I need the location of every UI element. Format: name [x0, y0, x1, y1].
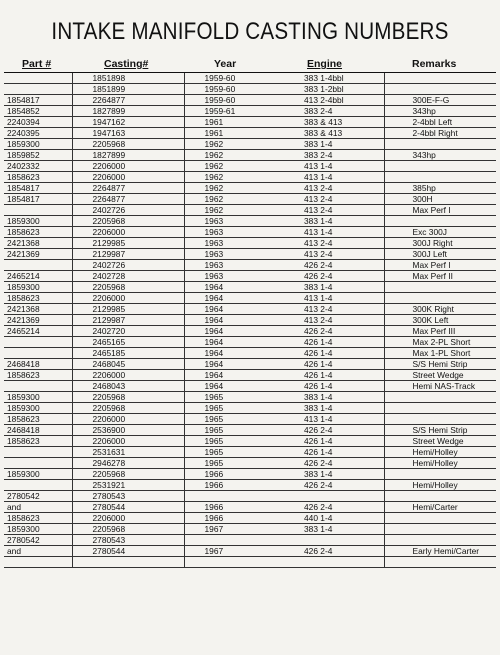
table-row: [4, 480, 496, 491]
engine-cell: 426 2-4: [284, 271, 384, 282]
part-cell: [4, 447, 72, 458]
engine-cell: 440 1-4: [284, 513, 384, 524]
year-cell: 1962: [184, 150, 284, 161]
engine-cell: 383 1-4: [284, 216, 384, 227]
remarks-cell: Hemi/Holley: [384, 447, 496, 458]
remarks-cell: Max Perf I: [384, 260, 496, 271]
casting-cell: 2206000: [72, 436, 184, 447]
header-year: Year: [214, 58, 237, 70]
part-cell: 2421369: [4, 315, 72, 326]
year-cell: 1964: [184, 326, 284, 337]
remarks-cell: Exc 300J: [384, 227, 496, 238]
table-row: [4, 216, 496, 227]
remarks-cell: 2-4bbl Left: [384, 117, 496, 128]
casting-cell: 1947163: [72, 128, 184, 139]
remarks-cell: [384, 524, 496, 535]
year-cell: 1966: [184, 502, 284, 513]
engine-cell: 426 2-4: [284, 425, 384, 436]
engine-cell: 413 1-4: [284, 293, 384, 304]
casting-cell: 2129985: [72, 238, 184, 249]
year-cell: [184, 491, 284, 502]
remarks-cell: Max Perf III: [384, 326, 496, 337]
remarks-cell: [384, 513, 496, 524]
part-cell: [4, 480, 72, 491]
table-row: [4, 436, 496, 447]
engine-cell: 413 2-4: [284, 315, 384, 326]
year-cell: 1967: [184, 546, 284, 557]
part-cell: 1858623: [4, 436, 72, 447]
engine-cell: 383 2-4: [284, 106, 384, 117]
engine-cell: 413 2-4: [284, 238, 384, 249]
part-cell: 2421368: [4, 238, 72, 249]
year-cell: 1964: [184, 381, 284, 392]
casting-cell: 2206000: [72, 414, 184, 425]
remarks-cell: [384, 491, 496, 502]
header-casting: Casting#: [104, 58, 149, 70]
year-cell: 1963: [184, 260, 284, 271]
part-cell: 2465214: [4, 326, 72, 337]
remarks-cell: Max Perf I: [384, 205, 496, 216]
remarks-cell: [384, 282, 496, 293]
remarks-cell: [384, 172, 496, 183]
year-cell: 1965: [184, 403, 284, 414]
engine-cell: 426 2-4: [284, 458, 384, 469]
table-row: [4, 249, 496, 260]
engine-cell: 413 2-4bbl: [284, 95, 384, 106]
engine-cell: 383 1-2bbl: [284, 84, 384, 95]
engine-cell: 383 & 413: [284, 117, 384, 128]
casting-cell: 2129987: [72, 315, 184, 326]
casting-cell: 2129985: [72, 304, 184, 315]
casting-cell: 2402720: [72, 326, 184, 337]
casting-cell: 2402728: [72, 271, 184, 282]
remarks-cell: 343hp: [384, 150, 496, 161]
engine-cell: 383 & 413: [284, 128, 384, 139]
part-cell: 1859300: [4, 403, 72, 414]
part-cell: [4, 260, 72, 271]
engine-cell: 426 2-4: [284, 546, 384, 557]
year-cell: 1959-60: [184, 73, 284, 84]
part-cell: [4, 557, 72, 568]
part-cell: 1859300: [4, 524, 72, 535]
casting-cell: 2780544: [72, 502, 184, 513]
table-row: [4, 447, 496, 458]
remarks-cell: 300K Right: [384, 304, 496, 315]
year-cell: [184, 535, 284, 546]
table-row: [4, 392, 496, 403]
part-cell: 1854817: [4, 194, 72, 205]
casting-cell: 2206000: [72, 513, 184, 524]
casting-cell: 2205968: [72, 524, 184, 535]
table-row: [4, 337, 496, 348]
part-cell: and: [4, 502, 72, 513]
engine-cell: 426 1-4: [284, 359, 384, 370]
year-cell: 1964: [184, 304, 284, 315]
remarks-cell: [384, 392, 496, 403]
year-cell: 1963: [184, 216, 284, 227]
engine-cell: 383 1-4: [284, 282, 384, 293]
part-cell: 1858623: [4, 293, 72, 304]
year-cell: 1962: [184, 183, 284, 194]
part-cell: [4, 337, 72, 348]
part-cell: 2421369: [4, 249, 72, 260]
casting-cell: 2780543: [72, 491, 184, 502]
year-cell: 1962: [184, 161, 284, 172]
engine-cell: 426 1-4: [284, 348, 384, 359]
part-cell: [4, 205, 72, 216]
year-cell: 1966: [184, 513, 284, 524]
year-cell: 1964: [184, 359, 284, 370]
table-row: [4, 271, 496, 282]
remarks-cell: 385hp: [384, 183, 496, 194]
engine-cell: 426 2-4: [284, 260, 384, 271]
header-remarks: Remarks: [412, 58, 457, 70]
part-cell: 2465214: [4, 271, 72, 282]
engine-cell: 426 1-4: [284, 447, 384, 458]
table-row: [4, 95, 496, 106]
year-cell: 1963: [184, 249, 284, 260]
table-row: [4, 359, 496, 370]
table-row: [4, 304, 496, 315]
table-row: [4, 183, 496, 194]
casting-cell: 2205968: [72, 469, 184, 480]
casting-cell: 2205968: [72, 403, 184, 414]
casting-cell: [72, 557, 184, 568]
part-cell: 2402332: [4, 161, 72, 172]
part-cell: 1858623: [4, 513, 72, 524]
remarks-cell: [384, 139, 496, 150]
table-header: [4, 58, 496, 73]
part-cell: 2468418: [4, 359, 72, 370]
casting-cell: 1947162: [72, 117, 184, 128]
engine-cell: [284, 491, 384, 502]
table-row: [4, 414, 496, 425]
table-row: [4, 139, 496, 150]
engine-cell: 413 2-4: [284, 304, 384, 315]
header-part: Part #: [22, 58, 52, 70]
remarks-cell: [384, 161, 496, 172]
casting-cell: 1851898: [72, 73, 184, 84]
remarks-cell: [384, 535, 496, 546]
table-row: [4, 84, 496, 95]
year-cell: 1959-60: [184, 84, 284, 95]
casting-cell: 2206000: [72, 172, 184, 183]
engine-cell: 383 1-4: [284, 524, 384, 535]
engine-cell: [284, 557, 384, 568]
casting-cell: 2531921: [72, 480, 184, 491]
part-cell: [4, 381, 72, 392]
remarks-cell: [384, 84, 496, 95]
casting-cell: 2205968: [72, 392, 184, 403]
table-row: [4, 469, 496, 480]
table-row: [4, 128, 496, 139]
table-row: [4, 293, 496, 304]
table-row: [4, 370, 496, 381]
year-cell: 1965: [184, 458, 284, 469]
casting-cell: 2264877: [72, 95, 184, 106]
engine-cell: 383 1-4: [284, 403, 384, 414]
engine-cell: 413 2-4: [284, 183, 384, 194]
year-cell: 1965: [184, 447, 284, 458]
remarks-cell: Early Hemi/Carter: [384, 546, 496, 557]
remarks-cell: Hemi/Holley: [384, 480, 496, 491]
part-cell: 1859300: [4, 392, 72, 403]
engine-cell: 426 1-4: [284, 337, 384, 348]
remarks-cell: Hemi/Carter: [384, 502, 496, 513]
casting-cell: 2402726: [72, 205, 184, 216]
table-row: [4, 326, 496, 337]
table-row: [4, 458, 496, 469]
table-row: [4, 403, 496, 414]
year-cell: 1963: [184, 238, 284, 249]
year-cell: 1964: [184, 370, 284, 381]
part-cell: 1854817: [4, 95, 72, 106]
remarks-cell: Hemi NAS-Track: [384, 381, 496, 392]
table-row: [4, 238, 496, 249]
part-cell: 1859300: [4, 216, 72, 227]
casting-cell: 1827899: [72, 106, 184, 117]
part-cell: 2240394: [4, 117, 72, 128]
year-cell: 1966: [184, 480, 284, 491]
casting-cell: 2465185: [72, 348, 184, 359]
engine-cell: 426 1-4: [284, 436, 384, 447]
remarks-cell: 300E-F-G: [384, 95, 496, 106]
remarks-cell: Max Perf II: [384, 271, 496, 282]
year-cell: 1961: [184, 117, 284, 128]
page-title: INTAKE MANIFOLD CASTING NUMBERS: [51, 18, 449, 45]
year-cell: 1964: [184, 282, 284, 293]
casting-cell: 2468043: [72, 381, 184, 392]
casting-cell: 2205968: [72, 216, 184, 227]
part-cell: 1858623: [4, 172, 72, 183]
part-cell: 1858623: [4, 370, 72, 381]
table-row: [4, 106, 496, 117]
part-cell: 1859300: [4, 282, 72, 293]
casting-cell: 2946278: [72, 458, 184, 469]
remarks-cell: Max 2-PL Short: [384, 337, 496, 348]
part-cell: 1854852: [4, 106, 72, 117]
casting-cell: 1827899: [72, 150, 184, 161]
year-cell: 1963: [184, 227, 284, 238]
casting-cell: 2206000: [72, 370, 184, 381]
remarks-cell: 300J Left: [384, 249, 496, 260]
year-cell: 1964: [184, 337, 284, 348]
remarks-cell: 300J Right: [384, 238, 496, 249]
remarks-cell: [384, 73, 496, 84]
remarks-cell: Hemi/Holley: [384, 458, 496, 469]
table-row: [4, 535, 496, 546]
table-row: [4, 381, 496, 392]
table-row: [4, 194, 496, 205]
part-cell: 2780542: [4, 535, 72, 546]
part-cell: [4, 458, 72, 469]
year-cell: 1964: [184, 315, 284, 326]
year-cell: 1961: [184, 128, 284, 139]
engine-cell: 426 2-4: [284, 502, 384, 513]
part-cell: 2780542: [4, 491, 72, 502]
table-row: [4, 172, 496, 183]
remarks-cell: [384, 403, 496, 414]
year-cell: 1964: [184, 348, 284, 359]
part-cell: [4, 73, 72, 84]
table-row: [4, 425, 496, 436]
remarks-cell: 2-4bbl Right: [384, 128, 496, 139]
engine-cell: 413 1-4: [284, 227, 384, 238]
table-row: [4, 524, 496, 535]
table-row: [4, 546, 496, 557]
casting-cell: 2206000: [72, 161, 184, 172]
engine-cell: 383 1-4bbl: [284, 73, 384, 84]
casting-cell: 2205968: [72, 282, 184, 293]
year-cell: [184, 557, 284, 568]
table-row: [4, 73, 496, 84]
casting-table: [4, 73, 496, 568]
part-cell: 2421368: [4, 304, 72, 315]
engine-cell: 383 1-4: [284, 392, 384, 403]
table-row: [4, 557, 496, 568]
part-cell: and: [4, 546, 72, 557]
year-cell: 1964: [184, 293, 284, 304]
engine-cell: 426 1-4: [284, 370, 384, 381]
part-cell: 1859300: [4, 139, 72, 150]
remarks-cell: [384, 557, 496, 568]
table-row: [4, 150, 496, 161]
engine-cell: 426 1-4: [284, 381, 384, 392]
remarks-cell: 343hp: [384, 106, 496, 117]
remarks-cell: [384, 293, 496, 304]
table-row: [4, 161, 496, 172]
part-cell: 1858623: [4, 414, 72, 425]
remarks-cell: [384, 469, 496, 480]
year-cell: 1959-61: [184, 106, 284, 117]
year-cell: 1962: [184, 194, 284, 205]
table-row: [4, 348, 496, 359]
engine-cell: [284, 535, 384, 546]
engine-cell: 383 1-4: [284, 139, 384, 150]
part-cell: 1858623: [4, 227, 72, 238]
table-row: [4, 491, 496, 502]
engine-cell: 413 1-4: [284, 414, 384, 425]
part-cell: 2240395: [4, 128, 72, 139]
engine-cell: 413 2-4: [284, 205, 384, 216]
remarks-cell: S/S Hemi Strip: [384, 359, 496, 370]
year-cell: 1965: [184, 425, 284, 436]
engine-cell: 413 1-4: [284, 161, 384, 172]
table-body: [4, 73, 496, 568]
year-cell: 1963: [184, 271, 284, 282]
casting-cell: 2205968: [72, 139, 184, 150]
year-cell: 1965: [184, 436, 284, 447]
part-cell: 1859300: [4, 469, 72, 480]
table-row: [4, 117, 496, 128]
casting-cell: 2402726: [72, 260, 184, 271]
casting-cell: 2465165: [72, 337, 184, 348]
table-row: [4, 282, 496, 293]
engine-cell: 383 2-4: [284, 150, 384, 161]
year-cell: 1959-60: [184, 95, 284, 106]
engine-cell: 426 2-4: [284, 480, 384, 491]
casting-cell: 2536900: [72, 425, 184, 436]
remarks-cell: Max 1-PL Short: [384, 348, 496, 359]
year-cell: 1962: [184, 139, 284, 150]
remarks-cell: Street Wedge: [384, 370, 496, 381]
part-cell: [4, 84, 72, 95]
table-row: [4, 315, 496, 326]
casting-cell: 2129987: [72, 249, 184, 260]
casting-cell: 2206000: [72, 227, 184, 238]
remarks-cell: S/S Hemi Strip: [384, 425, 496, 436]
year-cell: 1962: [184, 172, 284, 183]
casting-cell: 2531631: [72, 447, 184, 458]
part-cell: 2468418: [4, 425, 72, 436]
table-row: [4, 502, 496, 513]
casting-cell: 2780543: [72, 535, 184, 546]
engine-cell: 413 2-4: [284, 249, 384, 260]
part-cell: 1854817: [4, 183, 72, 194]
year-cell: 1967: [184, 524, 284, 535]
part-cell: 1859852: [4, 150, 72, 161]
year-cell: 1966: [184, 469, 284, 480]
remarks-cell: [384, 216, 496, 227]
engine-cell: 383 1-4: [284, 469, 384, 480]
year-cell: 1965: [184, 392, 284, 403]
year-cell: 1965: [184, 414, 284, 425]
remarks-cell: 300H: [384, 194, 496, 205]
engine-cell: 413 2-4: [284, 194, 384, 205]
table-row: [4, 205, 496, 216]
table-row: [4, 227, 496, 238]
casting-cell: 2468045: [72, 359, 184, 370]
casting-cell: 2264877: [72, 183, 184, 194]
engine-cell: 426 2-4: [284, 326, 384, 337]
casting-cell: 2780544: [72, 546, 184, 557]
casting-cell: 1851899: [72, 84, 184, 95]
remarks-cell: [384, 414, 496, 425]
header-engine: Engine: [307, 58, 343, 70]
casting-cell: 2206000: [72, 293, 184, 304]
table-row: [4, 260, 496, 271]
engine-cell: 413 1-4: [284, 172, 384, 183]
year-cell: 1962: [184, 205, 284, 216]
table-row: [4, 513, 496, 524]
part-cell: [4, 348, 72, 359]
casting-cell: 2264877: [72, 194, 184, 205]
remarks-cell: 300K Left: [384, 315, 496, 326]
remarks-cell: Street Wedge: [384, 436, 496, 447]
